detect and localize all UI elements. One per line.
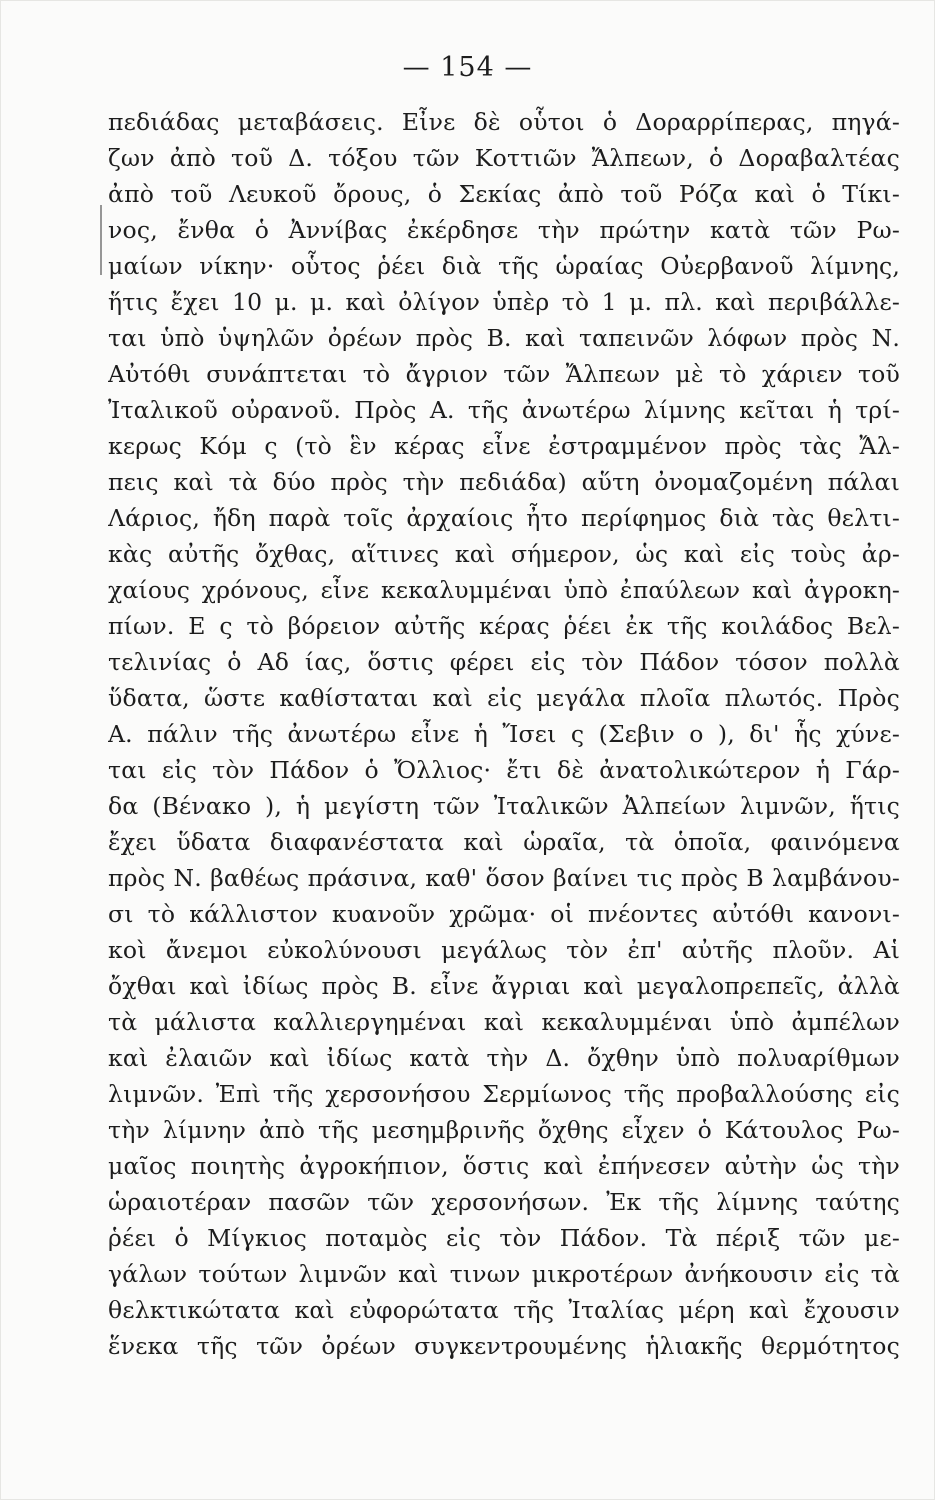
text-line: πεδιάδας μεταβάσεις. Εἶνε δὲ οὗτοι ὁ Δοραρρίπερας, πηγά- (108, 108, 900, 136)
text-line: λιμνῶν. Ἐπὶ τῆς χερσονήσου Σερμίωνος τῆς προβαλλούσης εἰς (108, 1080, 900, 1108)
text-line: κερως Κόμ ς (τὸ ἓν κέρας εἶνε ἐστραμμένον πρὸς τὰς Ἄλ- (108, 432, 900, 460)
margin-pencil-mark (100, 205, 102, 275)
text-line: ὕδατα, ὥστε καθίσταται καὶ εἰς μεγάλα πλοῖα πλωτός. Πρὸς (108, 684, 900, 712)
text-line: πρὸς Ν. βαθέως πράσινα, καθ' ὅσον βαίνει τις πρὸς Β λαμβάνου- (108, 864, 900, 892)
text-line: Λάριος, ἤδη παρὰ τοῖς ἀρχαίοις ἦτο περίφημος διὰ τὰς θελτι- (108, 504, 900, 532)
text-line: τὴν λίμνην ἀπὸ τῆς μεσημβρινῆς ὄχθης εἶχεν ὁ Κάτουλος Ρω- (108, 1116, 900, 1144)
text-line: ἥτις ἔχει 10 μ. μ. καὶ ὀλίγον ὑπὲρ τὸ 1 μ. πλ. καὶ περιβάλλε- (108, 288, 900, 316)
text-line: ται εἰς τὸν Πάδον ὁ Ὄλλιος· ἔτι δὲ ἀνατολικώτερον ἡ Γάρ- (108, 756, 900, 784)
text-line: δα (Βένακο ), ἡ μεγίστη τῶν Ἰταλικῶν Ἀλπείων λιμνῶν, ἥτις (108, 792, 900, 820)
text-line: ται ὑπὸ ὑψηλῶν ὀρέων πρὸς Β. καὶ ταπεινῶν λόφων πρὸς Ν. (108, 324, 900, 352)
text-line: ἔχει ὕδατα διαφανέστατα καὶ ὡραῖα, τὰ ὁποῖα, φαινόμενα (108, 828, 900, 856)
text-line: γάλων τούτων λιμνῶν καὶ τινων μικροτέρων ἀνήκουσιν εἰς τὰ (108, 1260, 900, 1288)
text-line: ὡραιοτέραν πασῶν τῶν χερσονήσων. Ἐκ τῆς λίμνης ταύτης (108, 1188, 900, 1216)
text-line: θελκτικώτατα καὶ εὐφορώτατα τῆς Ἰταλίας μέρη καὶ ἔχουσιν (108, 1296, 900, 1324)
text-line: τὰ μάλιστα καλλιεργημέναι καὶ κεκαλυμμέναι ὑπὸ ἀμπέλων (108, 1008, 900, 1036)
text-line: μαῖος ποιητὴς ἀγροκήπιον, ὅστις καὶ ἐπήνεσεν αὐτὴν ὡς τὴν (108, 1152, 900, 1180)
text-line: μαίων νίκην· οὗτος ῥέει διὰ τῆς ὡραίας Οὐερβανοῦ λίμνης, (108, 252, 900, 280)
text-line: Α. πάλιν τῆς ἀνωτέρω εἶνε ἡ Ἴσει ς (Σεβιν ο ), δι' ἧς χύνε- (108, 720, 900, 748)
text-line: πεις καὶ τὰ δύο πρὸς τὴν πεδιάδα) αὕτη ὀνομαζομένη πάλαι (108, 468, 900, 496)
text-line: ὄχθαι καὶ ἰδίως πρὸς Β. εἶνε ἄγριαι καὶ μεγαλοπρεπεῖς, ἀλλὰ (108, 972, 900, 1000)
body-text (108, 104, 900, 1364)
text-line: χαίους χρόνους, εἶνε κεκαλυμμέναι ὑπὸ ἐπαύλεων καὶ ἀγροκη- (108, 576, 900, 604)
text-line: τελινίας ὁ Αδ ίας, ὅστις φέρει εἰς τὸν Πάδον τόσον πολλὰ (108, 648, 900, 676)
text-line: κὰς αὐτῆς ὄχθας, αἵτινες καὶ σήμερον, ὡς καὶ εἰς τοὺς ἀρ- (108, 540, 900, 568)
page-number: — 154 — (402, 52, 533, 83)
text-line: Αὐτόθι συνάπτεται τὸ ἄγριον τῶν Ἄλπεων μὲ τὸ χάριεν τοῦ (108, 360, 900, 388)
text-line: ἕνεκα τῆς τῶν ὀρέων συγκεντρουμένης ἡλιακῆς θερμότητος (108, 1332, 900, 1360)
text-line: ζων ἀπὸ τοῦ Δ. τόξου τῶν Κοττιῶν Ἄλπεων, ὁ Δοραβαλτέας (108, 144, 900, 172)
text-line: κοὶ ἄνεμοι εὐκολύνουσι μεγάλως τὸν ἐπ' αὐτῆς πλοῦν. Αἱ (108, 936, 900, 964)
text-line: πίων. Ε ς τὸ βόρειον αὐτῆς κέρας ῥέει ἐκ τῆς κοιλάδος Βελ- (108, 612, 900, 640)
text-line: ῥέει ὁ Μίγκιος ποταμὸς εἰς τὸν Πάδον. Τὰ πέριξ τῶν με- (108, 1224, 900, 1252)
text-line: ἀπὸ τοῦ Λευκοῦ ὄρους, ὁ Σεκίας ἀπὸ τοῦ Ρόζα καὶ ὁ Τίκι- (108, 180, 900, 208)
text-line: καὶ ἐλαιῶν καὶ ἰδίως κατὰ τὴν Δ. ὄχθην ὑπὸ πολυαρίθμων (108, 1044, 900, 1072)
text-line: σι τὸ κάλλιστον κυανοῦν χρῶμα· οἱ πνέοντες αὐτόθι κανονι- (108, 900, 900, 928)
text-line: νος, ἔνθα ὁ Ἀννίβας ἐκέρδησε τὴν πρώτην κατὰ τῶν Ρω- (108, 216, 900, 244)
text-line: Ἰταλικοῦ οὐρανοῦ. Πρὸς Α. τῆς ἀνωτέρω λίμνης κεῖται ἡ τρί- (108, 396, 900, 424)
